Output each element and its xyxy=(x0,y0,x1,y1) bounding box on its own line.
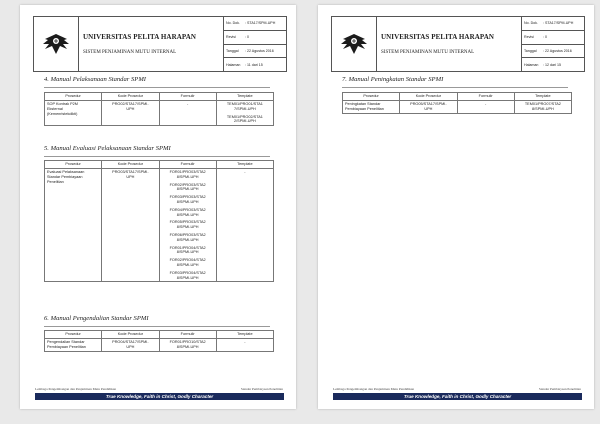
cell-text: UPH xyxy=(126,344,135,349)
cell-text: FOR03/PRO03/STA2 xyxy=(169,195,206,200)
section-6-table xyxy=(44,330,274,352)
cell-text: Pembiayaan Penelitian xyxy=(47,344,86,349)
section-7-title: 7. Manual Peningkatan Standar SPMI xyxy=(342,76,444,83)
table-row xyxy=(45,339,274,352)
col-header: Kode Prosedur xyxy=(400,93,457,101)
cell-prosedur xyxy=(45,339,102,352)
footer-institution: Lembaga Pengembangan dan Penjaminan Mutu Pendidikan xyxy=(333,387,415,391)
cell-template xyxy=(514,101,571,114)
cell-template xyxy=(216,339,273,352)
cell-text: 8/SPMI-UPH xyxy=(532,106,554,111)
cell-text: UPH xyxy=(126,174,135,179)
university-name: UNIVERSITAS PELITA HARAPAN xyxy=(83,33,197,41)
section-5-table xyxy=(44,160,274,282)
page-value: : 11 dari 15 xyxy=(245,62,263,67)
date-value: : 22 Agustus 2016 xyxy=(245,48,274,53)
doc-no-value: : STA17/SPM-UPH xyxy=(543,21,574,26)
cell-prosedur xyxy=(45,101,102,126)
section-divider xyxy=(44,326,270,327)
section-divider xyxy=(44,156,270,157)
university-logo-icon xyxy=(332,17,377,71)
col-header: Kode Prosedur xyxy=(102,93,159,101)
section-5-title: 5. Manual Evaluasi Pelaksanaan Standar SPMI xyxy=(44,145,171,152)
col-header: Formulir xyxy=(159,331,216,339)
page-value: : 12 dari 15 xyxy=(543,62,561,67)
footer-standard: Standar Pembiayaan Penelitian xyxy=(240,387,283,391)
col-header: Formulir xyxy=(457,93,514,101)
footer-standard: Standar Pembiayaan Penelitian xyxy=(538,387,581,391)
cell-text: 8/SPMI-UPH xyxy=(176,212,199,217)
cell-text: Eksternal xyxy=(47,106,63,111)
cell-text: Pengendalian Standar xyxy=(47,340,85,344)
section-6-title: 6. Manual Pengendalian Standar SPMI xyxy=(44,315,149,322)
cell-text: 8/SPMI-UPH xyxy=(176,262,199,267)
footer-tagline: True Knowledge, Faith in Christ, Godly Character xyxy=(35,393,284,400)
cell-text: 8/SPMI-UPH xyxy=(176,199,199,204)
cell-text: Evaluasi Pelaksanaan xyxy=(47,170,85,174)
footer-institution: Lembaga Pengembangan dan Penjaminan Mutu Pendidikan xyxy=(35,387,117,391)
document-page-left xyxy=(20,5,296,409)
date-label: Tanggal xyxy=(524,48,537,53)
col-header: Prosedur xyxy=(45,161,102,169)
cell-kode xyxy=(400,101,457,114)
cell-text: 8/SPMI-UPH xyxy=(176,187,199,192)
revision-value: : 0 xyxy=(245,35,249,40)
cell-kode xyxy=(102,101,159,126)
cell-text: PRO03/STA17/SPMI- xyxy=(112,170,149,174)
cell-text: Standar Pembiayaan xyxy=(47,174,83,179)
cell-text: SOP Kontrak P2M xyxy=(47,102,78,106)
section-7-table xyxy=(342,92,572,114)
col-header: Template xyxy=(216,331,273,339)
section-divider xyxy=(44,87,270,88)
col-header: Prosedur xyxy=(45,93,102,101)
document-meta xyxy=(522,17,584,71)
page-label: Halaman xyxy=(226,62,241,67)
cell-text: FOR06/PRO03/STA2 xyxy=(169,232,206,237)
table-row xyxy=(45,169,274,282)
cell-prosedur xyxy=(343,101,400,114)
date-label: Tanggal xyxy=(226,48,239,53)
cell-text: PRO04/STA17/SPMI- xyxy=(112,340,149,344)
cell-text: (Kemenristekdikti) xyxy=(47,111,78,116)
cell-text: TEM01/PRO02/STA1 xyxy=(226,114,263,119)
revision-value: : 0 xyxy=(543,35,547,40)
cell-text: FOR01/PRO04/STA2 xyxy=(169,245,206,250)
cell-text: 8/SPMI-UPH xyxy=(176,237,199,242)
cell-text: PRO02/STA17/SPMI- xyxy=(112,102,149,106)
document-header xyxy=(33,16,287,72)
col-header: Prosedur xyxy=(343,93,400,101)
university-logo-icon xyxy=(34,17,79,71)
revision-label: Revisi xyxy=(226,35,236,40)
cell-text: FOR02/PRO04/STA2 xyxy=(169,258,206,263)
cell-formulir xyxy=(159,169,216,282)
cell-text: 8/SPMI-UPH xyxy=(176,225,199,230)
doc-no-value: : STA17/SPM-UPH xyxy=(245,21,276,26)
cell-text: FOR01/PRO03/STA2 xyxy=(169,170,206,174)
document-page-right xyxy=(318,5,594,409)
system-name: SISTEM PENJAMINAN MUTU INTERNAL xyxy=(381,50,475,55)
cell-text: FOR02/PRO03/STA2 xyxy=(169,182,206,187)
cell-text: - xyxy=(244,170,246,174)
cell-text: 8/SPMI-UPH xyxy=(176,344,199,349)
cell-text: 8/SPMI-UPH xyxy=(176,250,199,255)
doc-no-label: No. Dok. xyxy=(226,21,240,26)
cell-text: UPH xyxy=(126,106,135,111)
cell-text: 8/SPMI-UPH xyxy=(176,275,199,280)
cell-text: 2/SPMI-UPH xyxy=(234,119,256,124)
page-label: Halaman xyxy=(524,62,539,67)
col-header: Formulir xyxy=(159,93,216,101)
document-header xyxy=(331,16,585,72)
cell-formulir xyxy=(159,101,216,126)
col-header: Template xyxy=(216,93,273,101)
cell-template xyxy=(216,169,273,282)
cell-text: TEM01/PRO07/STA2 xyxy=(524,102,561,106)
cell-text: UPH xyxy=(424,106,433,111)
cell-formulir xyxy=(159,339,216,352)
cell-text: - xyxy=(244,340,246,344)
cell-text: FOR01/PRO10/STA2 xyxy=(169,340,206,344)
cell-text: 8/SPMI-UPH xyxy=(176,174,199,179)
col-header: Kode Prosedur xyxy=(102,331,159,339)
col-header: Template xyxy=(514,93,571,101)
cell-template xyxy=(216,101,273,126)
cell-kode xyxy=(102,169,159,282)
cell-text: Pembiayaan Penelitian xyxy=(345,106,384,111)
table-row xyxy=(45,101,274,126)
date-value: : 22 Agustus 2016 xyxy=(543,48,572,53)
cell-text: - xyxy=(484,102,487,106)
section-4-title: 4. Manual Pelaksanaan Standar SPMI xyxy=(44,76,147,83)
document-meta xyxy=(224,17,286,71)
system-name: SISTEM PENJAMINAN MUTU INTERNAL xyxy=(83,50,177,55)
table-row xyxy=(343,101,572,114)
cell-formulir xyxy=(457,101,514,114)
col-header: Kode Prosedur xyxy=(102,161,159,169)
footer-tagline: True Knowledge, Faith in Christ, Godly Character xyxy=(333,393,582,400)
col-header: Prosedur xyxy=(45,331,102,339)
cell-text: PRO05/STA17/SPMI- xyxy=(410,102,447,106)
cell-text: FOR05/PRO03/STA2 xyxy=(169,220,206,225)
cell-text: Penelitian xyxy=(47,179,64,184)
col-header: Template xyxy=(216,161,273,169)
cell-text: Peningkatan Standar xyxy=(345,102,381,106)
doc-no-label: No. Dok. xyxy=(524,21,538,26)
cell-text: FOR04/PRO03/STA2 xyxy=(169,207,206,212)
university-name: UNIVERSITAS PELITA HARAPAN xyxy=(381,33,495,41)
cell-prosedur xyxy=(45,169,102,282)
col-header: Formulir xyxy=(159,161,216,169)
cell-text: 7/SPMI-UPH xyxy=(234,106,256,111)
cell-text: TEM01/PRO01/STA1 xyxy=(226,102,263,106)
section-divider xyxy=(342,87,568,88)
revision-label: Revisi xyxy=(524,35,534,40)
cell-kode xyxy=(102,339,159,352)
section-4-table xyxy=(44,92,274,126)
cell-text: - xyxy=(186,102,189,106)
cell-text: FOR03/PRO04/STA2 xyxy=(169,270,206,275)
